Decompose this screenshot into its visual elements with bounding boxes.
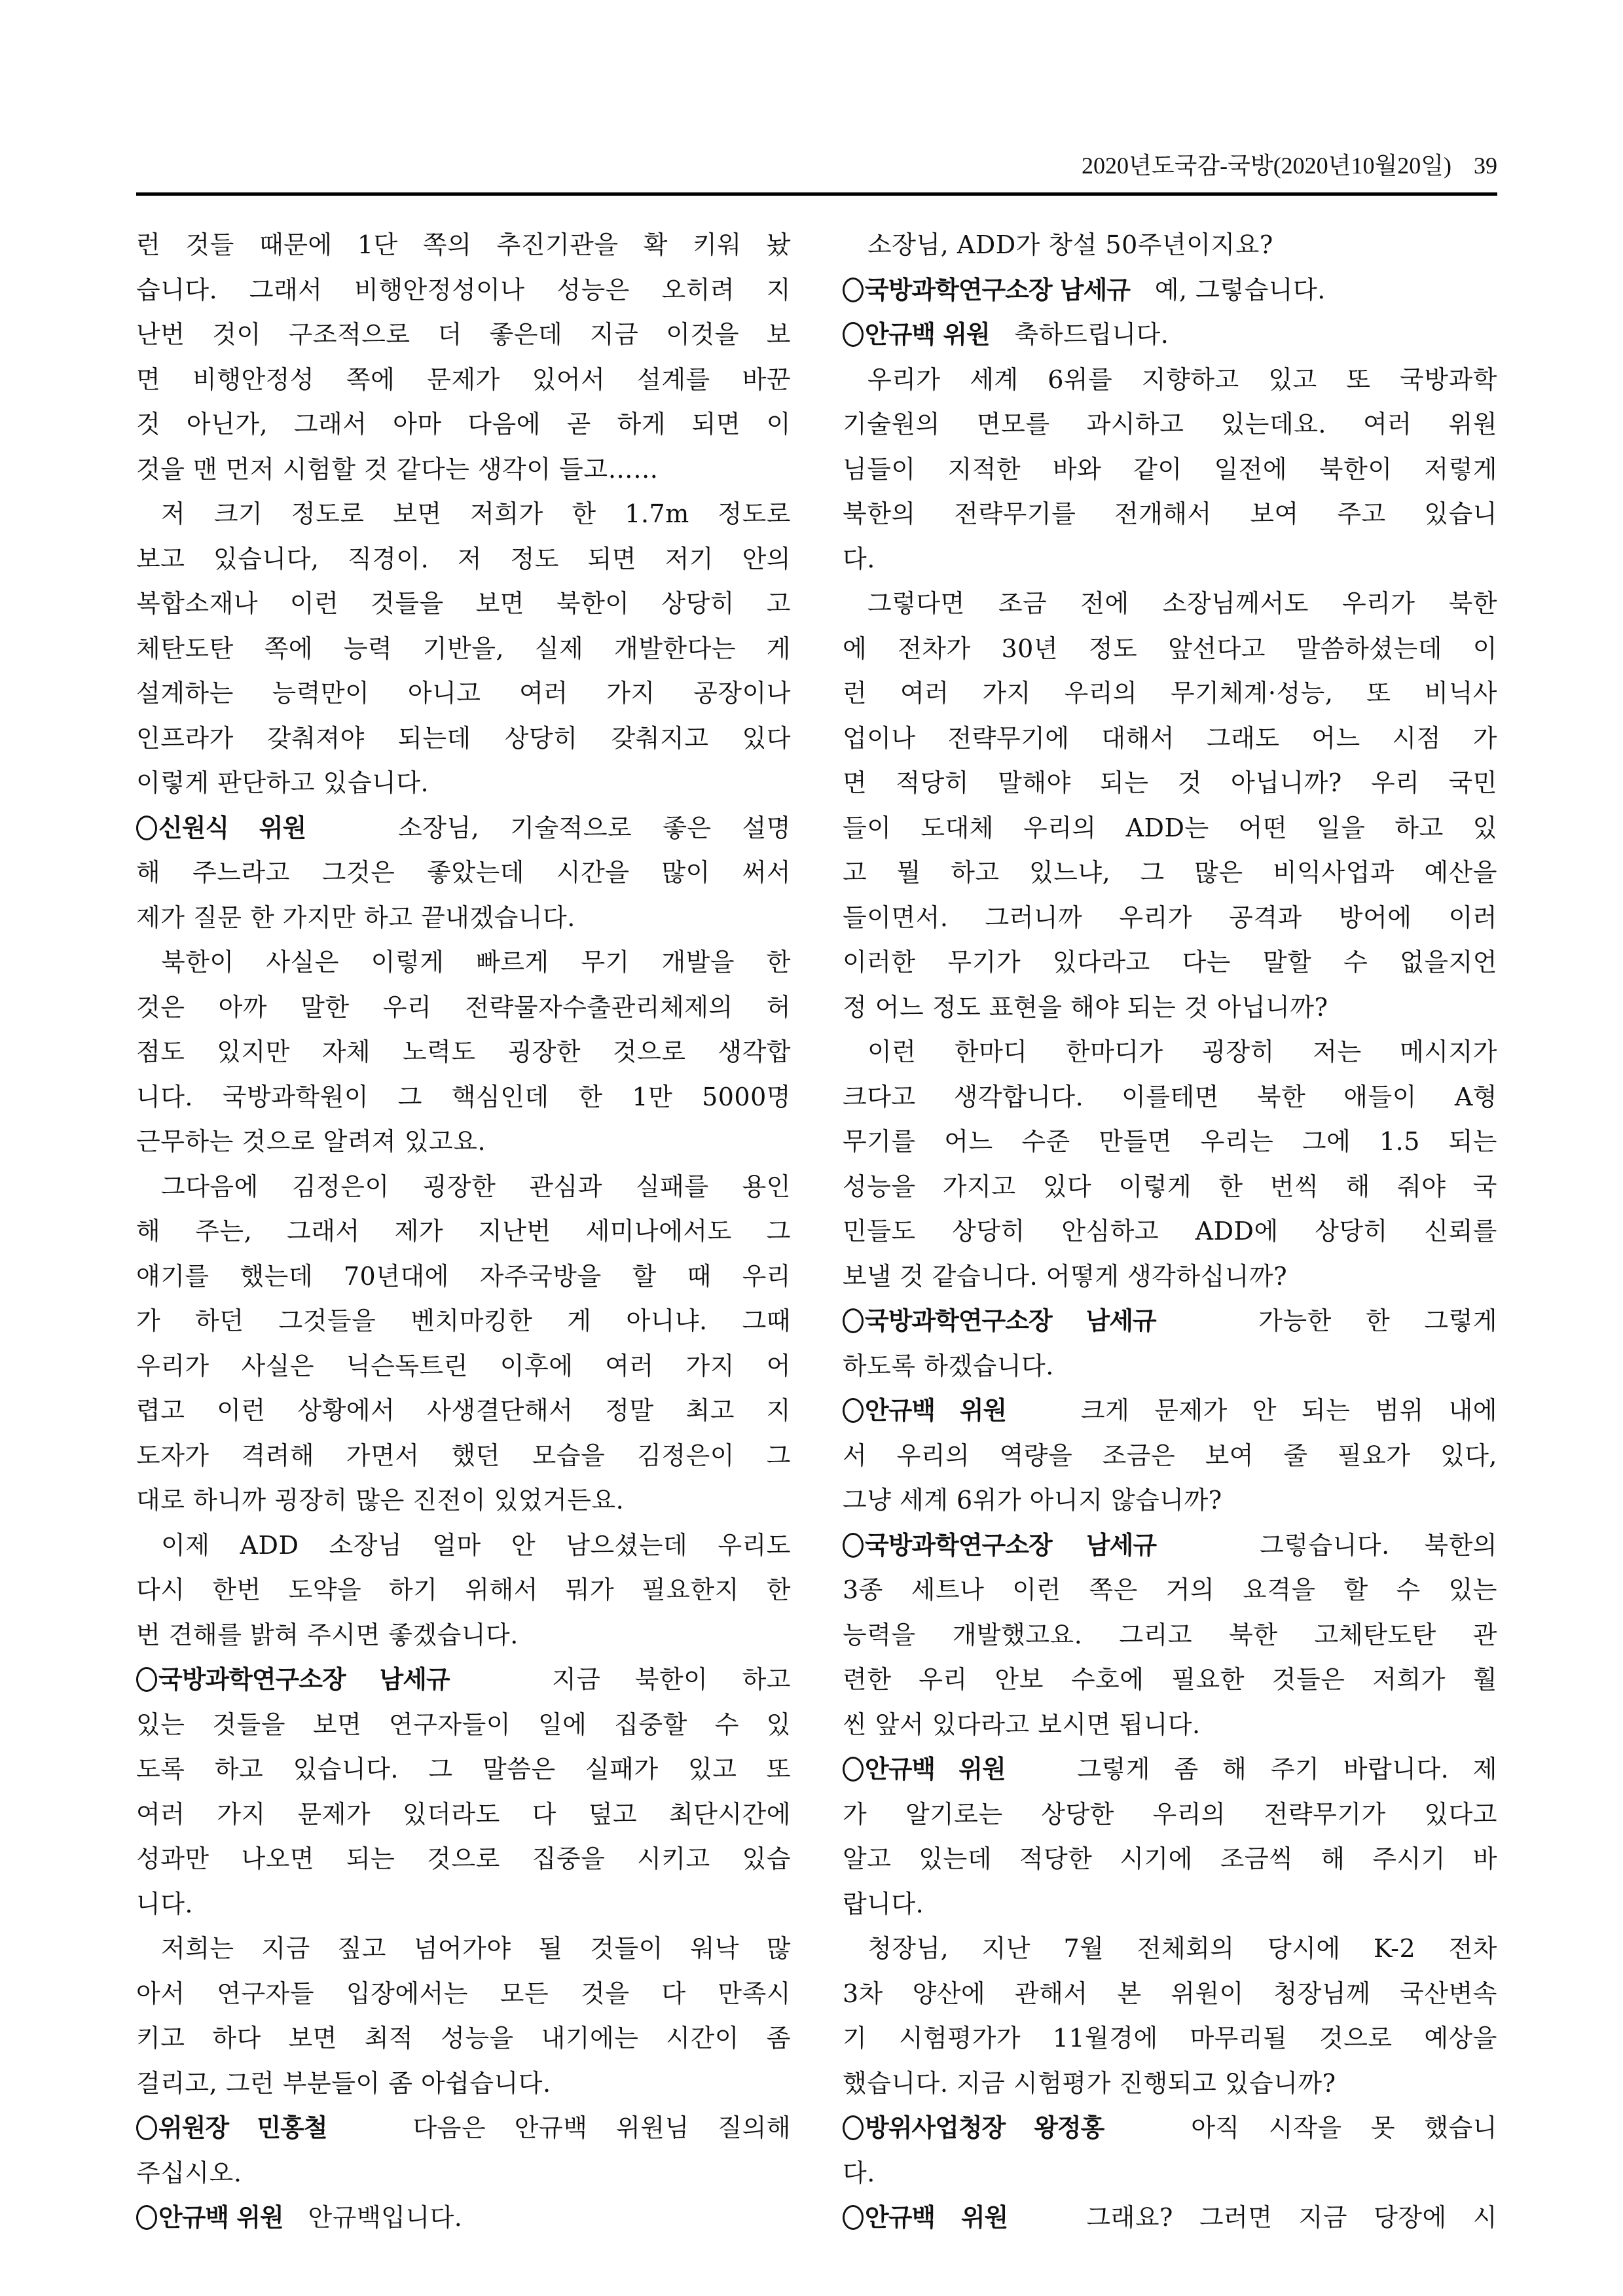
speaker-name: 방위사업청장 왕정홍 [865,2113,1104,2142]
text-line: 면 적당히 말해야 되는 것 아닙니까? 우리 국민 [843,768,1497,797]
text-line: 도자가 격려해 가면서 했던 모습을 김정은이 그 [136,1441,791,1470]
speaker-name: 안규백 위원 [865,1755,1006,1784]
text-line: 복합소재나 이런 것들을 보면 북한이 상당히 고 [136,589,791,618]
text-line: 다시 한번 도약을 하기 위해서 뭐가 필요한지 한 [136,1575,791,1604]
speaker-line [843,2106,1497,2151]
text-line: 보고 있습니다, 직경이. 저 정도 되면 저기 안의 [136,544,791,573]
speaker-circle-icon [843,322,864,347]
text-line: 서 우리의 역량을 조금은 보여 줄 필요가 있다, [843,1441,1497,1470]
text-line: 난번 것이 구조적으로 더 좋은데 지금 이것을 보 [136,320,791,349]
text-line: 정 어느 정도 표현을 해야 되는 것 아닙니까? [843,992,1328,1022]
speaker-line [136,806,791,851]
text-line: 하도록 하겠습니다. [843,1351,1054,1380]
page-number: 39 [1474,152,1497,179]
text-line: 키고 하다 보면 최적 성능을 내기에는 시간이 좀 [136,2024,791,2053]
speaker-circle-icon [843,1533,864,1558]
text-line: 들이면서. 그러니까 우리가 공격과 방어에 이러 [843,903,1497,932]
speech-text: 축하드립니다. [1014,320,1169,349]
speech-text: 지금 북한이 하고 [552,1665,791,1694]
speaker-circle-icon [136,2115,157,2140]
text-line: 것 아닌가, 그래서 아마 다음에 곧 하게 되면 이 [136,410,791,439]
speaker-name: 안규백 위원 [865,2203,1008,2232]
text-line: 해 주는, 그래서 제가 지난번 세미나에서도 그 [136,1217,791,1246]
text-line: 주십시오. [136,2158,242,2187]
text-line: 북한의 전략무기를 전개해서 보여 주고 있습니 [843,499,1497,528]
text-line: 저 크기 정도로 보면 저희가 한 1.7m 정도로 [161,499,791,528]
speaker-name: 위원장 민홍철 [158,2113,327,2142]
text-line: 우리가 사실은 닉슨독트린 이후에 여러 가지 어 [136,1351,791,1380]
text-line: 설계하는 능력만이 아니고 여러 가지 공장이나 [136,679,791,708]
speaker-circle-icon [843,278,864,302]
text-line: 걸리고, 그런 부분들이 좀 아쉽습니다. [136,2068,551,2098]
speaker-line [843,1523,1497,1568]
speaker-line [136,1657,791,1702]
speaker-name: 안규백 위원 [865,320,990,349]
speaker-circle-icon [843,2115,864,2140]
left-column [136,223,791,2240]
text-line: 기술원의 면모를 과시하고 있는데요. 여러 위원 [843,410,1497,439]
text-line: 다. [843,2158,875,2187]
speaker-circle-icon [136,2205,157,2230]
text-line: 해 주느라고 그것은 좋았는데 시간을 많이 써서 [136,858,791,887]
speaker-name: 국방과학연구소장 남세규 [865,1530,1157,1560]
speech-text: 그렇게 좀 해 주기 바랍니다. 제 [1077,1755,1497,1784]
speaker-circle-icon [843,1308,864,1333]
speaker-line [843,268,1497,313]
speech-text: 안규백입니다. [308,2203,463,2232]
text-line: 크다고 생각합니다. 이를테면 북한 애들이 A형 [843,1082,1497,1111]
text-line: 그냥 세계 6위가 아니지 않습니까? [843,1486,1222,1515]
text-line: 성능을 가지고 있다 이렇게 한 번씩 해 줘야 국 [843,1172,1497,1201]
page-header [136,149,1497,182]
text-line: 능력을 개발했고요. 그리고 북한 고체탄도탄 관 [843,1620,1497,1649]
text-line: 제가 질문 한 가지만 하고 끝내겠습니다. [136,903,575,932]
text-line: 성과만 나오면 되는 것으로 집중을 시키고 있습 [136,1844,791,1873]
text-line: 했습니다. 지금 시험평가 진행되고 있습니까? [843,2068,1336,2098]
speaker-line [843,1747,1497,1792]
text-line: 청장님, 지난 7월 전체회의 당시에 K-2 전차 [867,1934,1497,1963]
text-line: 3차 양산에 관해서 본 위원이 청장님께 국산변속 [843,1979,1497,2008]
text-line: 인프라가 갖춰져야 되는데 상당히 갖춰지고 있다 [136,723,791,753]
speaker-name: 국방과학연구소장 남세규 [865,275,1131,304]
text-line: 번 견해를 밝혀 주시면 좋겠습니다. [136,1620,519,1649]
speaker-line [843,1388,1497,1433]
speaker-line [843,2195,1497,2240]
speaker-line [136,2195,791,2240]
speaker-line [843,1299,1497,1344]
text-line: 련한 우리 안보 수호에 필요한 것들은 저희가 훨 [843,1665,1497,1694]
text-line: 우리가 세계 6위를 지향하고 있고 또 국방과학 [867,365,1497,394]
text-line: 고 뭘 하고 있느냐, 그 많은 비익사업과 예산을 [843,858,1497,887]
text-line: 다. [843,544,875,573]
text-line: 소장님, ADD가 창설 50주년이지요? [867,230,1273,259]
text-line: 것을 맨 먼저 시험할 것 같다는 생각이 들고…… [136,454,659,484]
speaker-name: 신원식 위원 [158,813,306,842]
text-line: 얘기를 했는데 70년대에 자주국방을 할 때 우리 [136,1261,791,1291]
speaker-name: 국방과학연구소장 남세규 [158,1665,450,1694]
text-line: 있는 것들을 보면 연구자들이 일에 집중할 수 있 [136,1710,791,1739]
text-line: 그렇다면 조금 전에 소장님께서도 우리가 북한 [867,589,1497,618]
text-line: 보낼 것 같습니다. 어떻게 생각하십니까? [843,1261,1288,1291]
text-line: 니다. 국방과학원이 그 핵심인데 한 1만 5000명 [136,1082,791,1111]
speech-text: 그래요? 그러면 지금 당장에 시 [1086,2203,1497,2232]
text-line: 민들도 상당히 안심하고 ADD에 상당히 신뢰를 [843,1217,1497,1246]
text-line: 도록 하고 있습니다. 그 말씀은 실패가 있고 또 [136,1755,791,1784]
text-line: 가 하던 그것들을 벤치마킹한 게 아니냐. 그때 [136,1306,791,1335]
speech-text: 그렇습니다. 북한의 [1260,1530,1497,1560]
text-line: 습니다. 그래서 비행안정성이나 성능은 오히려 지 [136,275,791,304]
text-line: 체탄도탄 쪽에 능력 기반을, 실제 개발한다는 게 [136,634,791,663]
text-line: 이런 한마디 한마디가 굉장히 저는 메시지가 [867,1037,1497,1066]
speech-text: 아직 시작을 못 했습니 [1191,2113,1497,2142]
text-line: 에 전차가 30년 정도 앞선다고 말씀하셨는데 이 [843,634,1497,663]
text-line: 대로 하니까 굉장히 많은 진전이 있었거든요. [136,1486,625,1515]
header-title: 2020년도국감-국방(2020년10월20일) [1082,152,1451,179]
text-line: 것은 아까 말한 우리 전략물자수출관리체제의 허 [136,992,791,1022]
speaker-name: 안규백 위원 [158,2203,283,2232]
speaker-circle-icon [843,1398,864,1423]
text-line: 이러한 무기가 있다라고 다는 말할 수 없을지언 [843,948,1497,977]
text-line: 면 비행안정성 쪽에 문제가 있어서 설계를 바꾼 [136,365,791,394]
speaker-line [136,2106,791,2151]
text-line: 가 알기로는 상당한 우리의 전략무기가 있다고 [843,1799,1497,1829]
text-line: 런 것들 때문에 1단 쪽의 추진기관을 확 키워 놨 [136,230,791,259]
speaker-circle-icon [136,816,157,840]
speech-text: 다음은 안규백 위원님 질의해 [412,2113,791,2142]
right-column [843,223,1497,2240]
text-line: 이렇게 판단하고 있습니다. [136,768,429,797]
header-rule [136,192,1497,196]
text-line: 업이나 전략무기에 대해서 그래도 어느 시점 가 [843,723,1497,753]
speech-text: 가능한 한 그렇게 [1258,1306,1497,1335]
text-line: 무기를 어느 수준 만들면 우리는 그에 1.5 되는 [843,1127,1497,1156]
text-line: 이제 ADD 소장님 얼마 안 남으셨는데 우리도 [161,1530,791,1560]
text-line: 런 여러 가지 우리의 무기체계·성능, 또 비닉사 [843,679,1497,708]
speech-text: 예, 그렇습니다. [1154,275,1326,304]
text-line: 님들이 지적한 바와 같이 일전에 북한이 저렇게 [843,454,1497,484]
text-line: 랍니다. [843,1889,924,1918]
speaker-line [843,312,1497,357]
speaker-name: 안규백 위원 [865,1396,1007,1425]
text-line: 북한이 사실은 이렇게 빠르게 무기 개발을 한 [161,948,791,977]
text-line: 점도 있지만 자체 노력도 굉장한 것으로 생각합 [136,1037,791,1066]
speaker-circle-icon [843,2205,864,2230]
text-line: 알고 있는데 적당한 시기에 조금씩 해 주시기 바 [843,1844,1497,1873]
text-line: 들이 도대체 우리의 ADD는 어떤 일을 하고 있 [843,813,1497,842]
speaker-name: 국방과학연구소장 남세규 [865,1306,1156,1335]
text-line: 기 시험평가가 11월경에 마무리될 것으로 예상을 [843,2024,1497,2053]
text-line: 렵고 이런 상황에서 사생결단해서 정말 최고 지 [136,1396,791,1425]
speaker-circle-icon [843,1757,864,1782]
text-line: 3종 세트나 이런 쪽은 거의 요격을 할 수 있는 [843,1575,1497,1604]
speaker-circle-icon [136,1667,157,1692]
text-line: 저희는 지금 짚고 넘어가야 될 것들이 워낙 많 [161,1934,791,1963]
speech-text: 소장님, 기술적으로 좋은 설명 [398,813,791,842]
text-line: 근무하는 것으로 알려져 있고요. [136,1127,486,1156]
text-line: 그다음에 김정은이 굉장한 관심과 실패를 용인 [161,1172,791,1201]
text-line: 씬 앞서 있다라고 보시면 됩니다. [843,1710,1201,1739]
text-line: 니다. [136,1889,193,1918]
text-line: 아서 연구자들 입장에서는 모든 것을 다 만족시 [136,1979,791,2008]
speech-text: 크게 문제가 안 되는 범위 내에 [1080,1396,1497,1425]
text-line: 여러 가지 문제가 있더라도 다 덮고 최단시간에 [136,1799,791,1829]
